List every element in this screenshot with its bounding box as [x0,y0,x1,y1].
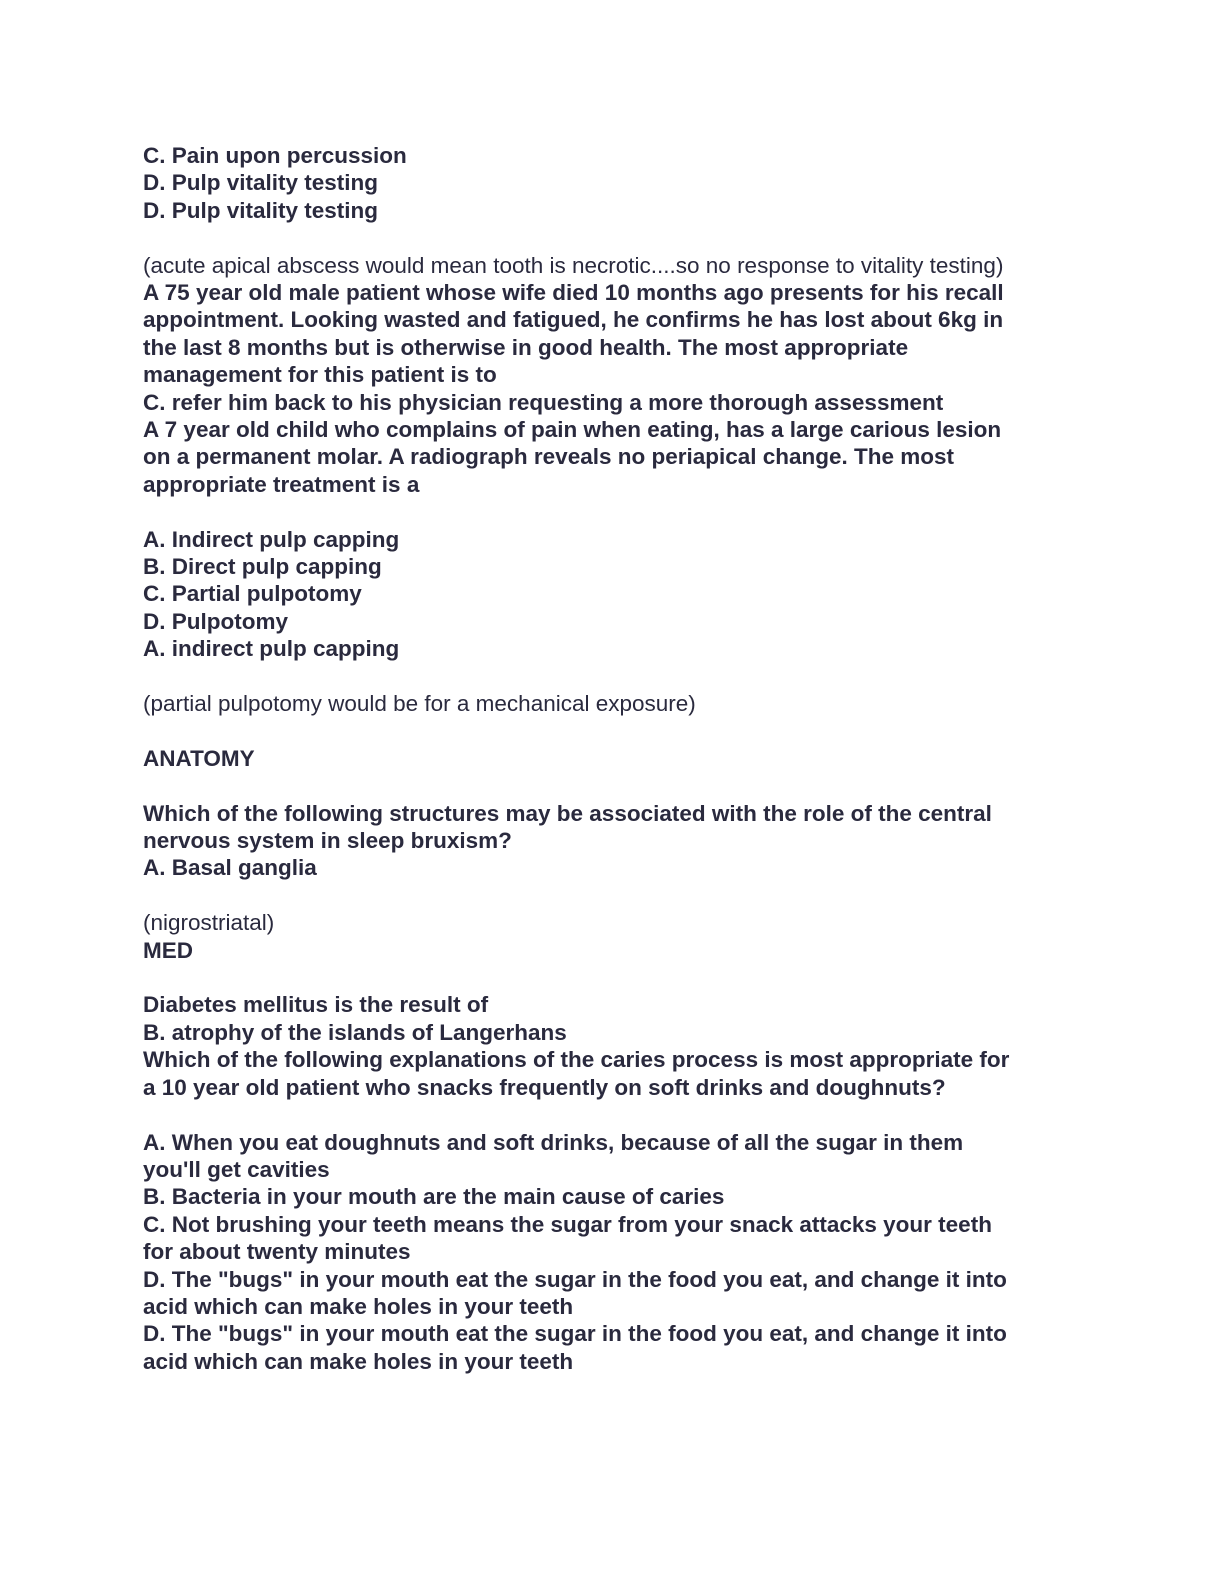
text-line: B. Bacteria in your mouth are the main cause of caries [143,1184,725,1210]
note-line: (partial pulpotomy would be for a mechanical exposure) [143,691,696,717]
note-line: (nigrostriatal) [143,910,275,936]
text-line: MED [143,937,193,963]
text-line: D. The "bugs" in your mouth eat the sugar in the food you eat, and change it into [143,1321,1007,1347]
blank-line [143,224,1083,251]
document-page [143,142,1083,1375]
note-line: (acute apical abscess would mean tooth is necrotic....so no response to vitality testing) [143,252,1004,278]
text-line: management for this patient is to [143,362,497,388]
text-line: Which of the following structures may be associated with the role of the central [143,800,992,826]
text-line: C. Pain upon percussion [143,143,407,168]
text-line: C. Partial pulpotomy [143,581,362,607]
text-line: A. Basal ganglia [143,855,317,881]
text-line: ANATOMY [143,745,255,771]
text-line: on a permanent molar. A radiograph reveals no periapical change. The most [143,444,955,470]
blank-line [143,882,1083,909]
blank-line [143,498,1083,525]
text-line: B. Direct pulp capping [143,554,382,580]
text-line: B. atrophy of the islands of Langerhans [143,1019,567,1045]
text-line: A. indirect pulp capping [143,636,400,662]
text-line: appointment. Looking wasted and fatigued, he confirms he has lost about 6kg in [143,307,1004,333]
text-line: D. Pulp vitality testing [143,197,379,223]
text-line: the last 8 months but is otherwise in good health. The most appropriate [143,334,909,360]
text-line: D. Pulp vitality testing [143,170,379,196]
text-line: A 7 year old child who complains of pain when eating, has a large carious lesion [143,417,1002,443]
text-line: you'll get cavities [143,1156,330,1182]
text-line: Diabetes mellitus is the result of [143,992,489,1018]
text-line: A. Indirect pulp capping [143,526,400,552]
text-line: D. Pulpotomy [143,608,288,634]
text-line: acid which can make holes in your teeth [143,1348,574,1374]
blank-line [143,772,1083,799]
text-line: D. The "bugs" in your mouth eat the sugar in the food you eat, and change it into [143,1266,1007,1292]
blank-line [143,717,1083,744]
text-line: acid which can make holes in your teeth [143,1293,574,1319]
blank-line [143,1101,1083,1128]
blank-line [143,964,1083,991]
blank-line [143,663,1083,690]
text-line: C. Not brushing your teeth means the sugar from your snack attacks your teeth [143,1211,992,1237]
text-line: nervous system in sleep bruxism? [143,828,512,854]
text-line: Which of the following explanations of the caries process is most appropriate for [143,1047,1010,1073]
text-line: a 10 year old patient who snacks frequently on soft drinks and doughnuts? [143,1074,946,1100]
text-line: C. refer him back to his physician requesting a more thorough assessment [143,389,944,415]
text-line: for about twenty minutes [143,1239,411,1265]
text-line: A 75 year old male patient whose wife died 10 months ago presents for his recall [143,280,1004,306]
text-line: appropriate treatment is a [143,471,420,497]
text-line: A. When you eat doughnuts and soft drinks, because of all the sugar in them [143,1129,964,1155]
